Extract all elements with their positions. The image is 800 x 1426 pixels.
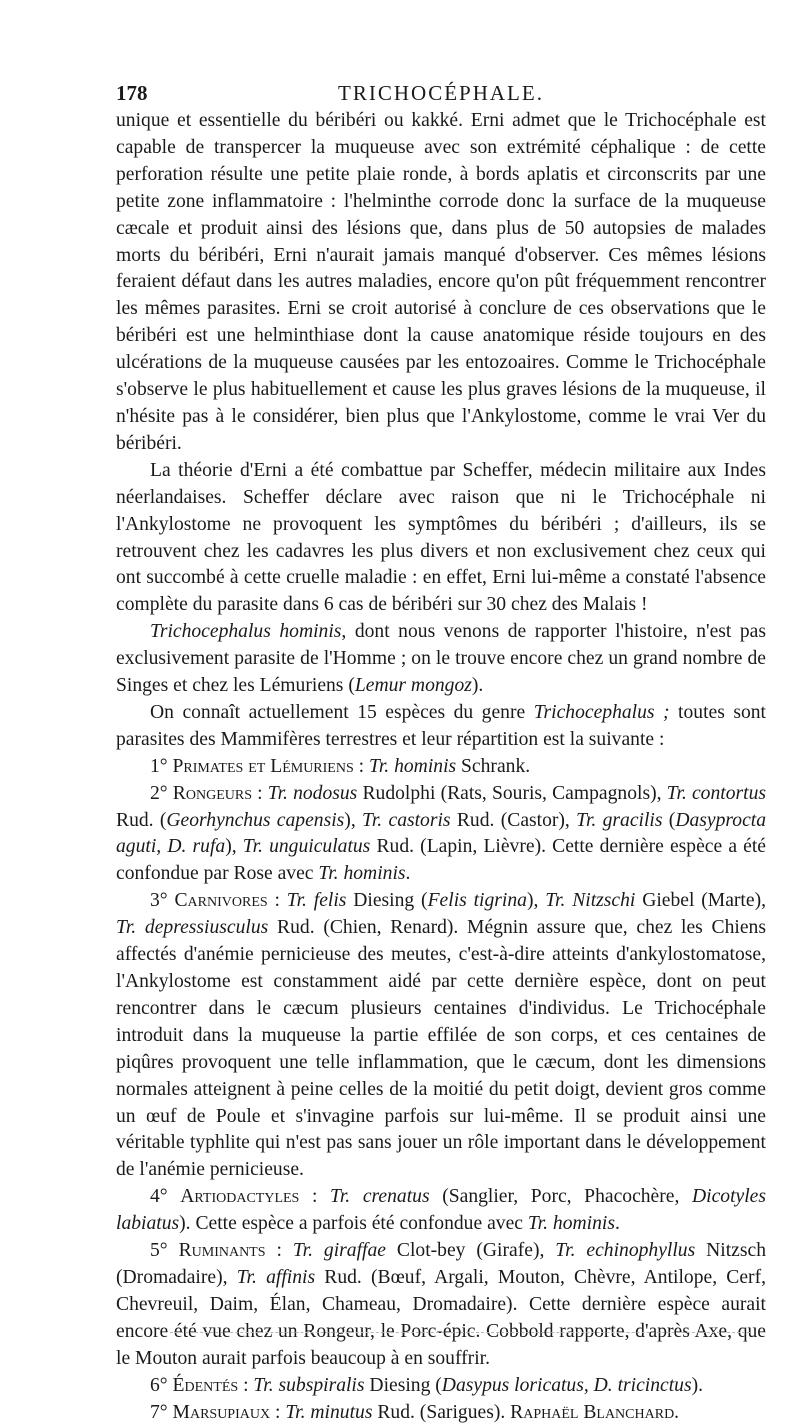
species-name: Tr. unguiculatus <box>243 836 371 857</box>
text-run: Diesing ( <box>365 1375 442 1396</box>
text-run: Nitzsch (Dromadaire), <box>116 1240 766 1288</box>
text-run: Rudolphi (Rats, Souris, Campagnols), <box>357 783 666 804</box>
text-run: Rud. (Chien, Renard). Mégnin assure que, chez les Chiens affectés d'anémie pernicieuse des meutes, c'est-à-dire atteints d'ankylostomatose, l'Ankylostome est constamment aidé par cette dernière espèce, dont on peut rencontrer dans le cæcum plusieurs centaines d'individus. Le Trichocéphale introduit dans la muqueuse la partie effilée de son corps, et ces centaines de piqûres provoquent une telle inflammation, que le cæcum, dont les dimensions normales atteignent à peine celles de la moitié du petit doigt, devient gros comme un œuf de Poule et s'invagine parfois sur lui-même. Il se produit ainsi une véritable typhlite qui n'est pas sans jouer un rôle important dans le développement de l'anémie pernicieuse. <box>116 917 766 1180</box>
paragraph-species-count <box>116 700 766 754</box>
footer-rule <box>170 1332 750 1333</box>
text-run: Diesing ( <box>346 890 427 911</box>
species-name: Tr. nodosus <box>268 783 358 804</box>
text-run: : <box>252 783 268 804</box>
text-run: : <box>270 1402 285 1423</box>
species-name: Tr. depressiusculus <box>116 917 268 938</box>
species-name: Tr. contortus <box>667 783 766 804</box>
text-run: toutes sont parasites des Mammifères terrestres et leur répartition est la suivante : <box>116 702 766 750</box>
species-name: Tr. minutus <box>285 1402 372 1423</box>
species-name: Tr. affinis <box>237 1267 315 1288</box>
list-item-artiodactyles <box>116 1184 766 1238</box>
list-item-carnivores <box>116 888 766 1184</box>
text-run: ), <box>344 810 362 831</box>
group-heading: Ruminants <box>179 1240 266 1261</box>
paragraph-hosts <box>116 619 766 700</box>
text-run: (Sanglier, Porc, Phacochère, <box>430 1186 692 1207</box>
text-run: : <box>299 1186 330 1207</box>
page-header <box>116 80 766 110</box>
text-run: Rud. (Castor), <box>451 810 577 831</box>
species-name: Trichocephalus hominis <box>150 621 341 642</box>
group-heading: Artiodactyles <box>180 1186 299 1207</box>
text-run: . <box>615 1213 620 1234</box>
species-name: Tr. castoris <box>362 810 451 831</box>
text-run: ). <box>692 1375 703 1396</box>
species-name: Tr. giraffae <box>293 1240 386 1261</box>
text-run: ). Cette espèce a parfois été confondue avec <box>179 1213 528 1234</box>
author-signature: Raphaël Blanchard. <box>510 1402 679 1423</box>
text-run: : <box>268 890 287 911</box>
group-heading: Carnivores <box>174 890 267 911</box>
text-run: On connaît actuellement 15 espèces du genre <box>150 702 534 723</box>
list-item-edentes <box>116 1373 766 1400</box>
text-run: , dont nous venons de rapporter l'histoire, n'est pas exclusivement parasite de l'Homme ; on le trouve encore chez un grand nombre de Singes et chez les Lémuriens ( <box>116 621 766 696</box>
species-name: Tr. hominis <box>369 756 456 777</box>
species-name: Tr. crenatus <box>330 1186 430 1207</box>
item-number: 6° <box>150 1375 173 1396</box>
species-name: Lemur mongoz <box>355 675 472 696</box>
item-number: 4° <box>150 1186 180 1207</box>
list-item-rongeurs <box>116 781 766 889</box>
species-name: Tr. gracilis <box>576 810 662 831</box>
text-run: : <box>354 756 369 777</box>
text-run: ), <box>527 890 545 911</box>
species-name: Tr. echinophyllus <box>555 1240 695 1261</box>
paragraph-scheffer <box>116 458 766 619</box>
species-name: Georhynchus capensis <box>166 810 344 831</box>
text-run: Clot-bey (Girafe), <box>386 1240 555 1261</box>
item-number: 1° <box>150 756 173 777</box>
item-number: 5° <box>150 1240 179 1261</box>
text-run: Rud. (Sarigues). <box>372 1402 510 1423</box>
text-run: : <box>238 1375 253 1396</box>
item-number: 7° <box>150 1402 173 1423</box>
species-name: Felis tigrina <box>428 890 527 911</box>
item-number: 2° <box>150 783 173 804</box>
species-name: Tr. hominis <box>528 1213 615 1234</box>
species-name: Dicotyles labiatus <box>116 1186 766 1234</box>
page-number: 178 <box>116 80 148 107</box>
text-run: La théorie d'Erni a été combattue par Scheffer, médecin militaire aux Indes néerlandaises. Scheffer déclare avec raison que ni le Trichocéphale ni l'Ankylostome ne provoquent les symptômes du béribéri ; d'ailleurs, ils se retrouvent chez les cadavres les plus divers et non exclusivement chez ceux qui ont succombé à cette cruelle maladie : en effet, Erni lui-même a constaté l'absence complète du parasite dans 6 cas de béribéri sur 30 chez des Malais ! <box>116 460 766 616</box>
species-name: Tr. subspiralis <box>253 1375 364 1396</box>
text-run: ). <box>472 675 483 696</box>
group-heading: Primates et Lémuriens <box>173 756 354 777</box>
text-run: Rud. ( <box>116 810 166 831</box>
list-item-marsupiaux <box>116 1400 766 1426</box>
text-run: Schrank. <box>456 756 530 777</box>
text-run: . <box>406 863 411 884</box>
paragraph-erni-theory <box>116 108 766 458</box>
text-run: Rud. (Bœuf, Argali, Mouton, Chèvre, Antilope, Cerf, Chevreuil, Daim, Élan, Chameau, Dromadaire). Cette dernière espèce aurait encore été vue chez un Rongeur, le Porc-épic. Cobbold rapporte, d'après Axe, que le Mouton aurait parfois beaucoup à en souffrir. <box>116 1267 766 1369</box>
group-heading: Rongeurs <box>173 783 252 804</box>
species-name: Dasyprocta aguti, D. rufa <box>116 810 766 858</box>
text-run: Giebel (Marte), <box>635 890 766 911</box>
group-heading: Édentés <box>173 1375 239 1396</box>
species-name: Tr. hominis <box>318 863 405 884</box>
species-name: Dasypus loricatus, D. tricinctus <box>442 1375 692 1396</box>
genus-name: Trichocephalus ; <box>534 702 670 723</box>
text-run: : <box>266 1240 293 1261</box>
species-name: Tr. felis <box>287 890 347 911</box>
item-number: 3° <box>150 890 174 911</box>
list-item-ruminants <box>116 1238 766 1373</box>
text-run: Rud. (Lapin, Lièvre). Cette dernière espèce a été confondue par Rose avec <box>116 836 766 884</box>
text-run: ( <box>662 810 675 831</box>
article-body <box>116 108 766 1426</box>
species-name: Tr. Nitzschi <box>545 890 635 911</box>
group-heading: Marsupiaux <box>173 1402 271 1423</box>
text-run: ), <box>225 836 243 857</box>
running-title: TRICHOCÉPHALE. <box>116 80 766 107</box>
text-run: unique et essentielle du béribéri ou kakké. Erni admet que le Trichocéphale est capable de transpercer la muqueuse avec son extrémité céphalique : de cette perforation résulte une petite plaie ronde, à bords aplatis et circonscrits par une petite zone inflammatoire : l'helminthe corrode donc la surface de la muqueuse cæcale et produit ainsi des lésions que, dans plus de 50 autopsies de malades morts du béribéri, Erni n'aurait jamais manqué d'observer. Ces mêmes lésions feraient défaut dans les autres maladies, encore qu'on pût fréquemment rencontrer les mêmes parasites. Erni se croit autorisé à conclure de ces observations que le béribéri est une helminthiase dont la cause anatomique réside toujours en des ulcérations de la muqueuse causées par les entozoaires. Comme le Trichocéphale s'observe le plus habituellement et cause les plus graves lésions de la muqueuse, il n'hésite pas à le considérer, bien plus que l'Ankylostome, comme le vrai Ver du béribéri. <box>116 110 766 454</box>
list-item-primates <box>116 754 766 781</box>
